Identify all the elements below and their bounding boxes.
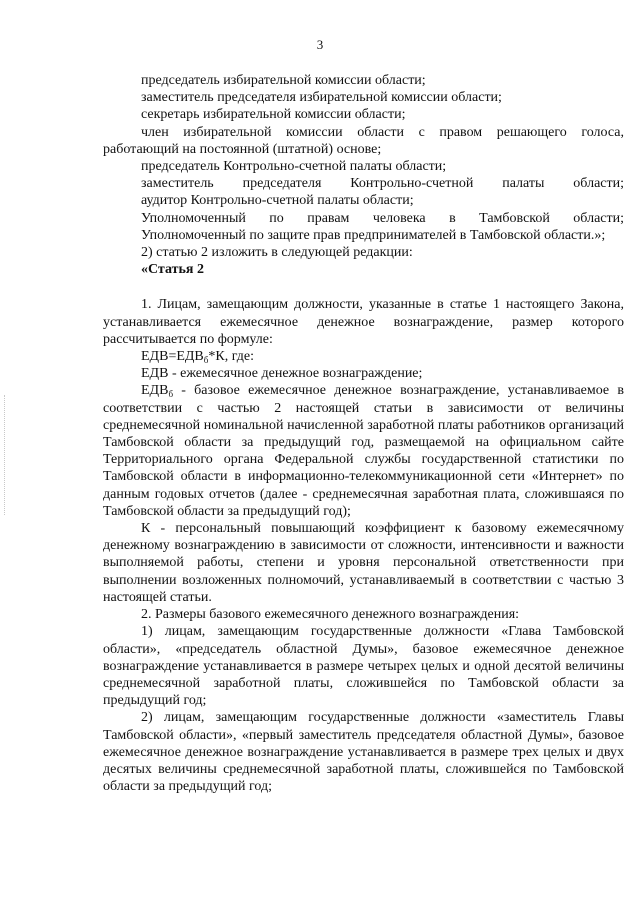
list-item: 1) лицам, замещающим государственные должности «Глава Тамбовской области», «председатель областной Думы», базовое ежемесячное денежное вознаграждение устанавливается в размере четырех целых и одной десятой величины среднемесячной заработной платы, сложившейся по Тамбовской области за предыдущий год; (103, 624, 624, 709)
document-body (103, 72, 624, 795)
list-item: заместитель председателя Контрольно-счетной палаты области; (141, 176, 624, 192)
page-number: 3 (316, 37, 324, 52)
formula (103, 348, 624, 365)
formula-subscript: б (203, 355, 209, 366)
article-heading: «Статья 2 (141, 262, 204, 278)
definition-text: - базовое ежемесячное денежное вознаграждение, устанавливаемое в соответствии с частью 2 настоящей статьи в зависимости от величины среднемесячной номинальной начисленной заработной платы работников организаций Тамбовской области за предыдущий год, размещаемой на официальном сайте Территориального органа Федеральной службы государственной статистики по Тамбовской области в информационно-телекоммуникационной сети «Интернет» по данным годовых отчетов (далее - среднемесячная заработная плата, сложившаяся по Тамбовской области за предыдущий год); (103, 383, 624, 519)
list-item: заместитель председателя избирательной комиссии области; (141, 90, 502, 106)
paragraph: 2. Размеры базового ежемесячного денежного вознаграждения: (141, 607, 520, 623)
list-item: Уполномоченный по защите прав предпринимателей в Тамбовской области.»; (141, 227, 606, 243)
list-item: Уполномоченный по правам человека в Тамбовской области; (141, 210, 624, 226)
definition: ЕДВ - ежемесячное денежное вознаграждение; (141, 366, 423, 382)
definition: К - персональный повышающий коэффициент к базовому ежемесячному денежному вознаграждению в зависимости от сложности, интенсивности и важности выполняемой работы, степени и уровня персональной ответственности при выполнении возложенных полномочий, устанавливаемый в соответствии с частью 3 настоящей статьи. (103, 521, 624, 605)
list-item: секретарь избирательной комиссии области; (141, 107, 406, 123)
list-item: председатель Контрольно-счетной палаты области; (141, 159, 447, 175)
formula-part: ЕДВ=ЕДВ (141, 349, 204, 365)
paragraph: 1. Лицам, замещающим должности, указанные в статье 1 настоящего Закона, устанавливается ежемесячное денежное вознаграждение, размер которого рассчитывается по формуле: (103, 297, 624, 347)
list-item: 2) лицам, замещающим государственные должности «заместитель Главы Тамбовской области», «первый заместитель председателя областной Думы», базовое ежемесячное денежное вознаграждение устанавливается в размере трех целых и двух десятых величины среднемесячной заработной платы, сложившейся по Тамбовской области за предыдущий год; (103, 710, 624, 795)
margin-mark (4, 395, 13, 515)
spacer (103, 278, 624, 296)
paragraph: 2) статью 2 изложить в следующей редакции: (141, 245, 413, 261)
list-item: член избирательной комиссии области с правом решающего голоса, работающий на постоянной (штатной) основе; (103, 124, 624, 157)
formula-part: *К, где: (208, 349, 254, 365)
definition-term: ЕДВ (141, 383, 169, 399)
definition-subscript: б (168, 389, 174, 400)
list-item: аудитор Контрольно-счетной палаты области; (141, 193, 414, 209)
definition (103, 382, 624, 520)
list-item: председатель избирательной комиссии области; (141, 73, 426, 88)
